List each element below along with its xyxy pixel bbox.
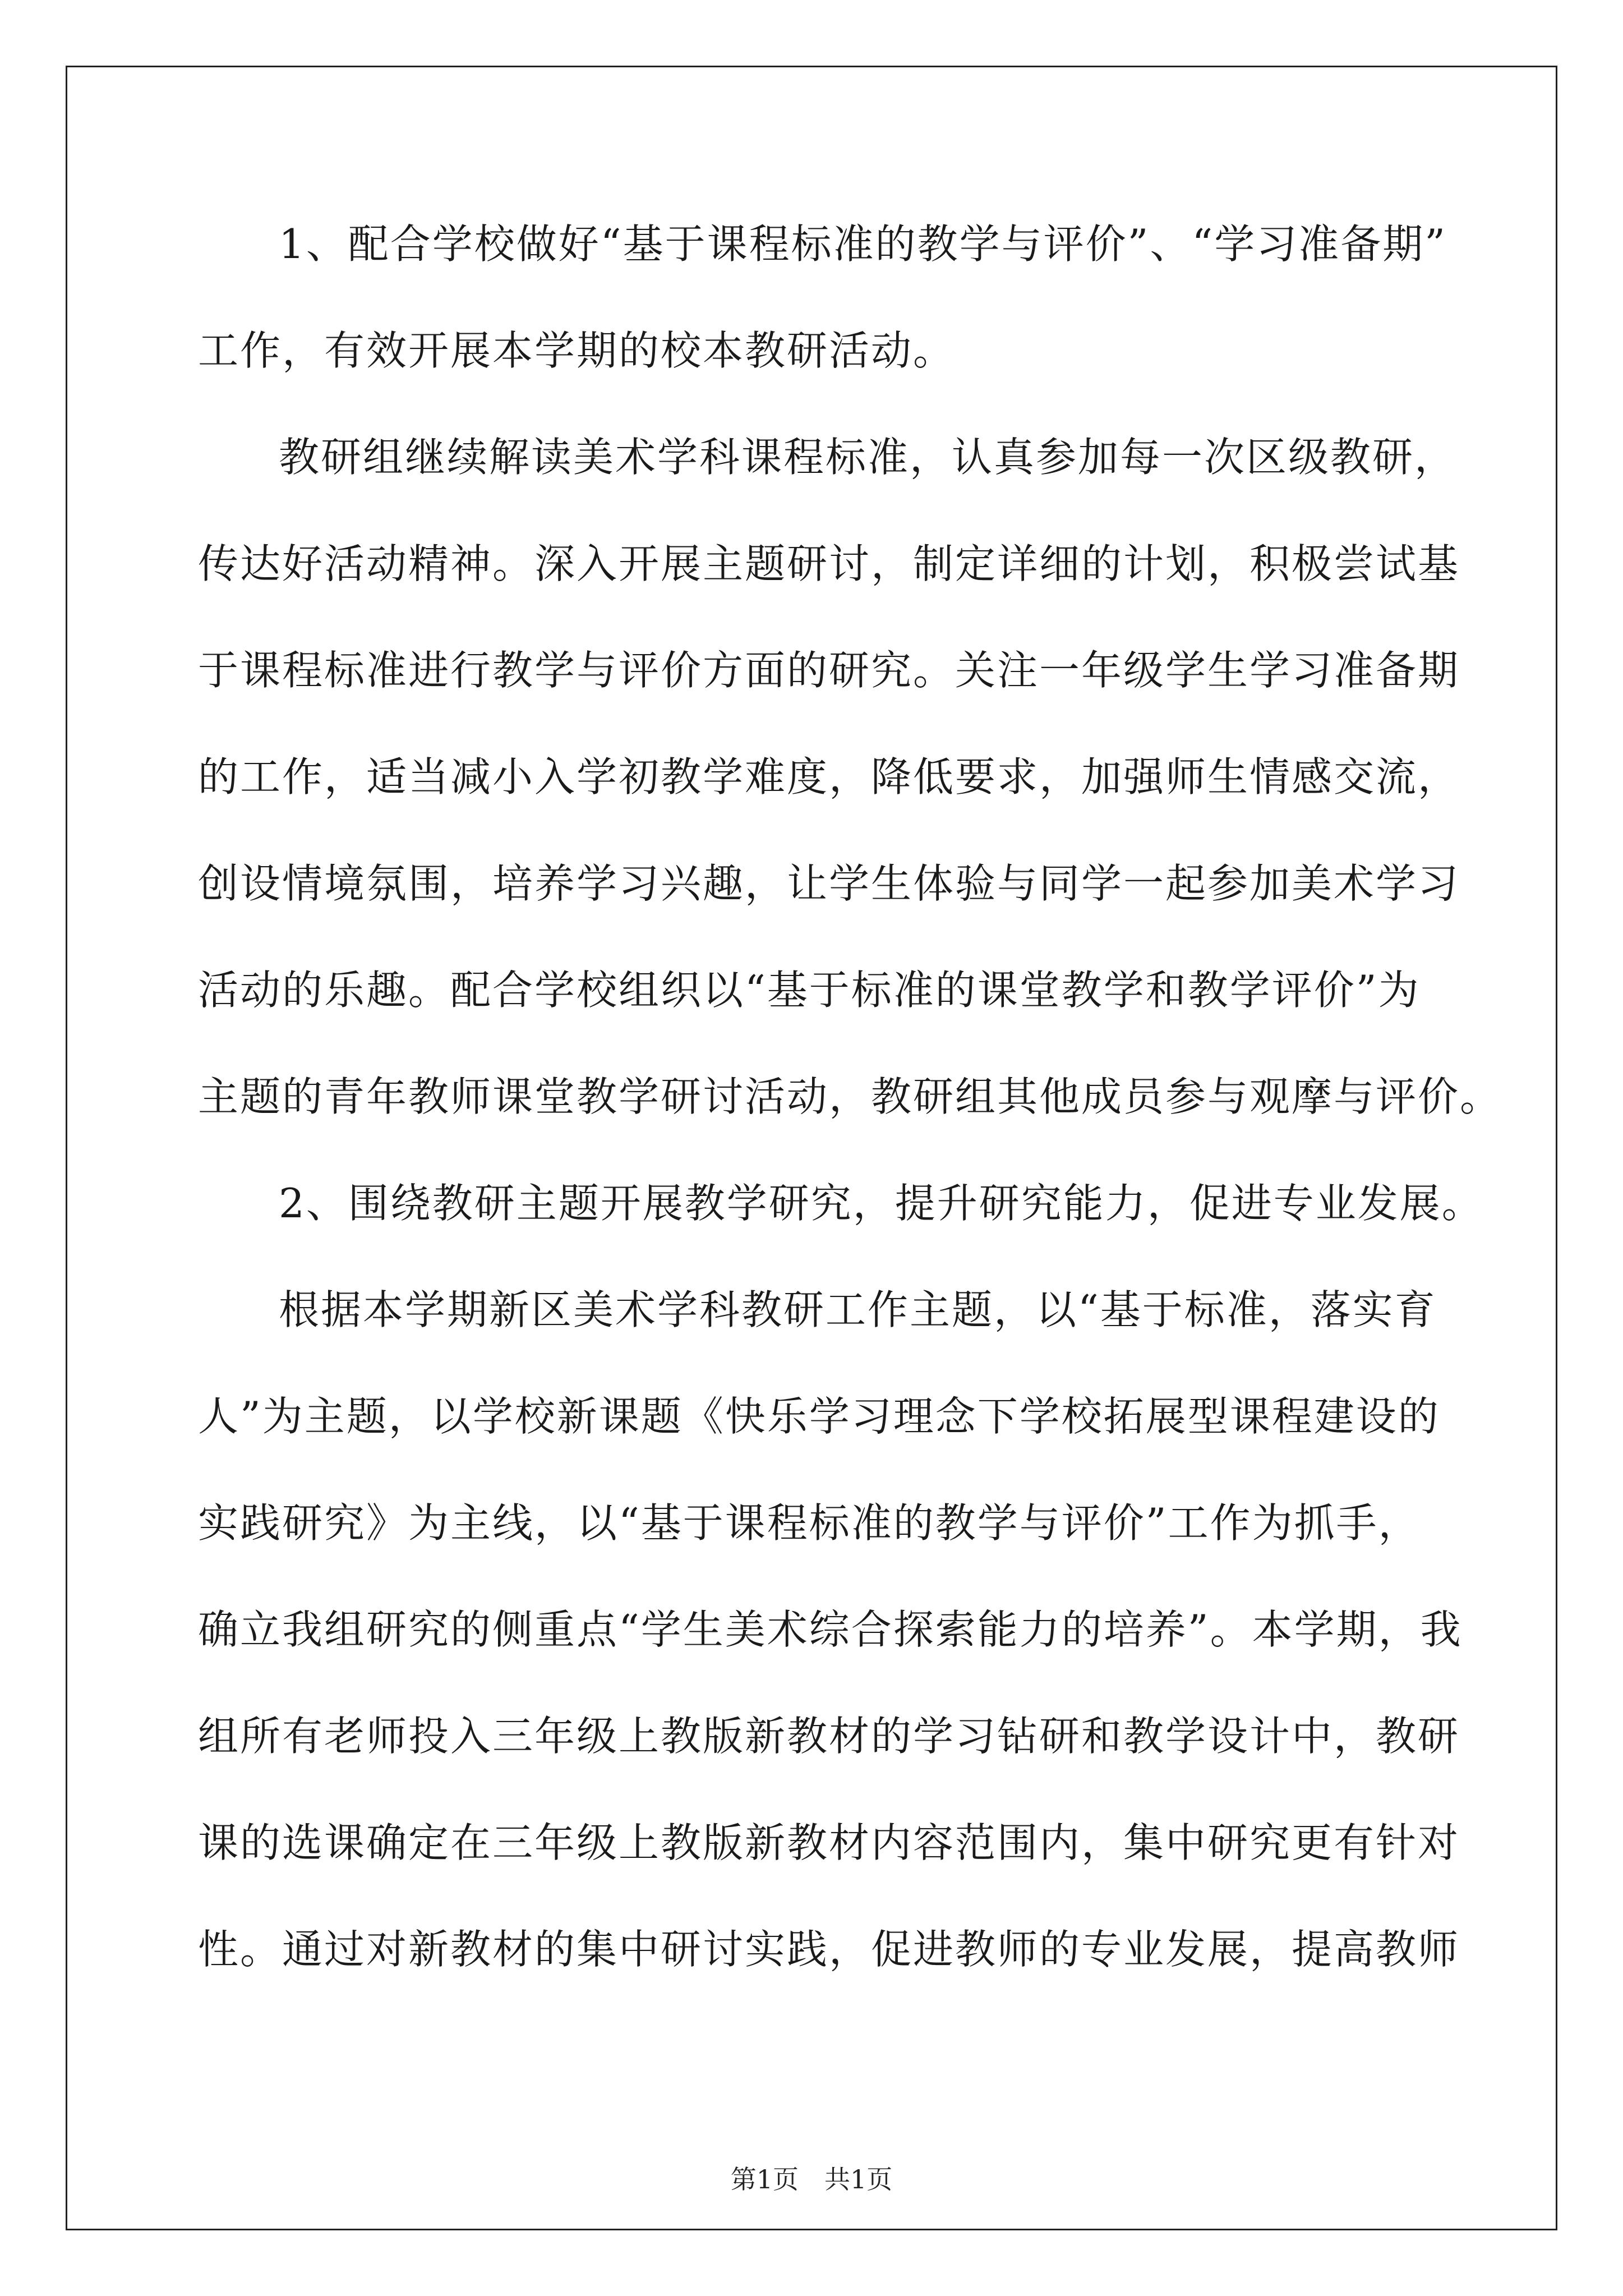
- page-number-footer: 第1页 共1页: [730, 2164, 893, 2194]
- paragraph-4-line-4: 确立我组研究的侧重点“学生美术综合探索能力的培养”。本学期，我: [198, 1606, 1463, 1653]
- paragraph-2-line-5: 创设情境氛围，培养学习兴趣，让学生体验与同学一起参加美术学习: [198, 860, 1460, 907]
- paragraph-4-line-2: 人”为主题，以学校新课题《快乐学习理念下学校拓展型课程建设的: [198, 1393, 1440, 1440]
- paragraph-4-line-6: 课的选课确定在三年级上教版新教材内容范围内，集中研究更有针对: [198, 1819, 1460, 1866]
- paragraph-1-line-1: 1、配合学校做好“基于课程标准的教学与评价”、“学习准备期”: [279, 220, 1447, 268]
- paragraph-2-line-7: 主题的青年教师课堂教学研讨活动，教研组其他成员参与观摩与评价。: [198, 1073, 1502, 1120]
- paragraph-2-line-6: 活动的乐趣。配合学校组织以“基于标准的课堂教学和教学评价”为: [198, 967, 1421, 1014]
- paragraph-4-line-7: 性。通过对新教材的集中研讨实践，促进教师的专业发展，提高教师: [198, 1926, 1460, 1973]
- paragraph-2-line-1: 教研组继续解读美术学科课程标准，认真参加每一次区级教研，: [279, 434, 1457, 481]
- paragraph-3-line-1: 2、围绕教研主题开展教学研究，提升研究能力，促进专业发展。: [279, 1180, 1484, 1227]
- paragraph-2-line-4: 的工作，适当减小入学初教学难度，降低要求，加强师生情感交流，: [198, 753, 1460, 800]
- paragraph-1-line-2: 工作，有效开展本学期的校本教研活动。: [198, 327, 956, 374]
- paragraph-2-line-3: 于课程标准进行教学与评价方面的研究。关注一年级学生学习准备期: [198, 647, 1460, 694]
- paragraph-4-line-3: 实践研究》为主线，以“基于课程标准的教学与评价”工作为抓手，: [198, 1499, 1421, 1547]
- page-border: [66, 66, 1557, 2230]
- paragraph-4-line-1: 根据本学期新区美术学科教研工作主题，以“基于标准，落实育: [279, 1286, 1437, 1333]
- paragraph-2-line-2: 传达好活动精神。深入开展主题研讨，制定详细的计划，积极尝试基: [198, 540, 1460, 587]
- paragraph-4-line-5: 组所有老师投入三年级上教版新教材的学习钻研和教学设计中，教研: [198, 1713, 1460, 1760]
